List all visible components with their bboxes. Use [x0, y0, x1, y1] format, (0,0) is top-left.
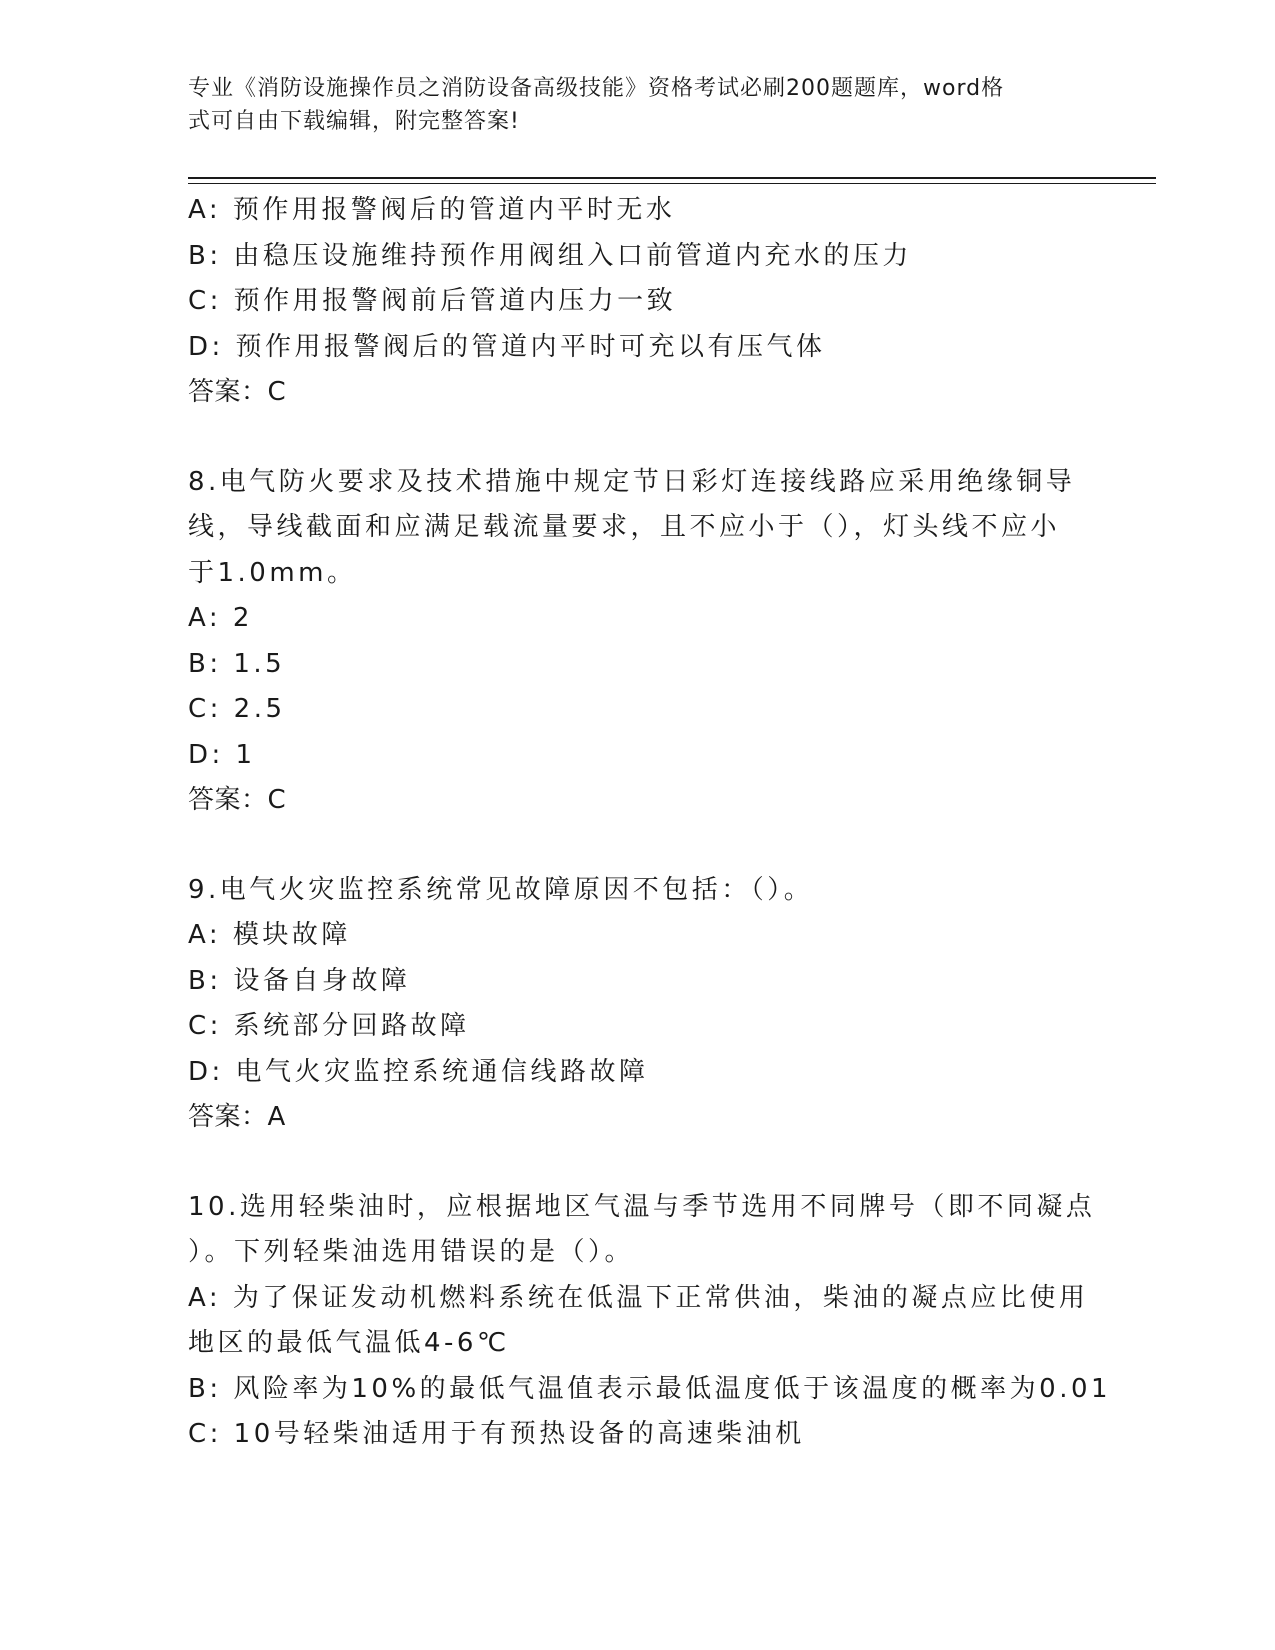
header-line-1: 专业《消防设施操作员之消防设备高级技能》资格考试必刷200题题库，word格	[188, 76, 1005, 101]
option-b: B: 设备自身故障	[188, 965, 411, 996]
answer-line: 答案：C	[188, 377, 287, 407]
option-c: C: 预作用报警阀前后管道内压力一致	[188, 286, 677, 316]
option-a: A: 预作用报警阀后的管道内平时无水	[188, 195, 676, 225]
document-header	[188, 72, 1068, 138]
question-list	[188, 188, 1112, 1458]
option-c: C: 2.5	[188, 694, 286, 724]
spacer	[188, 824, 1078, 868]
question-10	[188, 1185, 1112, 1458]
answer-line: 答案：C	[188, 785, 287, 815]
question-7-continued	[188, 188, 1078, 416]
question-stem-line: 于1.0mm。	[188, 557, 357, 588]
question-stem-line: 10.选用轻柴油时，应根据地区气温与季节选用不同牌号（即不同凝点	[188, 1191, 1096, 1222]
question-9	[188, 868, 1078, 1141]
option-c: C: 10号轻柴油适用于有预热设备的高速柴油机	[188, 1419, 805, 1449]
option-a: A: 为了保证发动机燃料系统在低温下正常供油，柴油的凝点应比使用	[188, 1282, 1089, 1313]
question-stem-line: 8.电气防火要求及技术措施中规定节日彩灯连接线路应采用绝缘铜导	[188, 466, 1076, 497]
option-b: B: 风险率为10%的最低气温值表示最低温度低于该温度的概率为0.01	[188, 1373, 1112, 1404]
question-stem-line: 9.电气火灾监控系统常见故障原因不包括：（）。	[188, 874, 814, 905]
option-d: D: 电气火灾监控系统通信线路故障	[188, 1056, 649, 1087]
spacer	[188, 1141, 1078, 1185]
option-c: C: 系统部分回路故障	[188, 1011, 470, 1041]
option-b: B: 1.5	[188, 648, 286, 679]
question-stem-line: 线，导线截面和应满足载流量要求，且不应小于（），灯头线不应小	[188, 512, 1061, 542]
spacer	[188, 416, 1078, 460]
option-b: B: 由稳压设施维持预作用阀组入口前管道内充水的压力	[188, 240, 912, 271]
header-line-2: 式可自由下载编辑，附完整答案!	[188, 109, 520, 134]
option-a: A: 模块故障	[188, 920, 351, 950]
option-d: D: 1	[188, 739, 256, 770]
question-stem-line: ）。下列轻柴油选用错误的是（）。	[188, 1237, 635, 1267]
option-d: D: 预作用报警阀后的管道内平时可充以有压气体	[188, 331, 826, 362]
option-a: A: 2	[188, 603, 253, 633]
header-divider-thick	[188, 177, 1156, 179]
header-divider-thin	[188, 183, 1156, 184]
question-8	[188, 460, 1078, 824]
option-a-continued: 地区的最低气温低4-6℃	[188, 1328, 510, 1358]
answer-line: 答案：A	[188, 1102, 286, 1132]
